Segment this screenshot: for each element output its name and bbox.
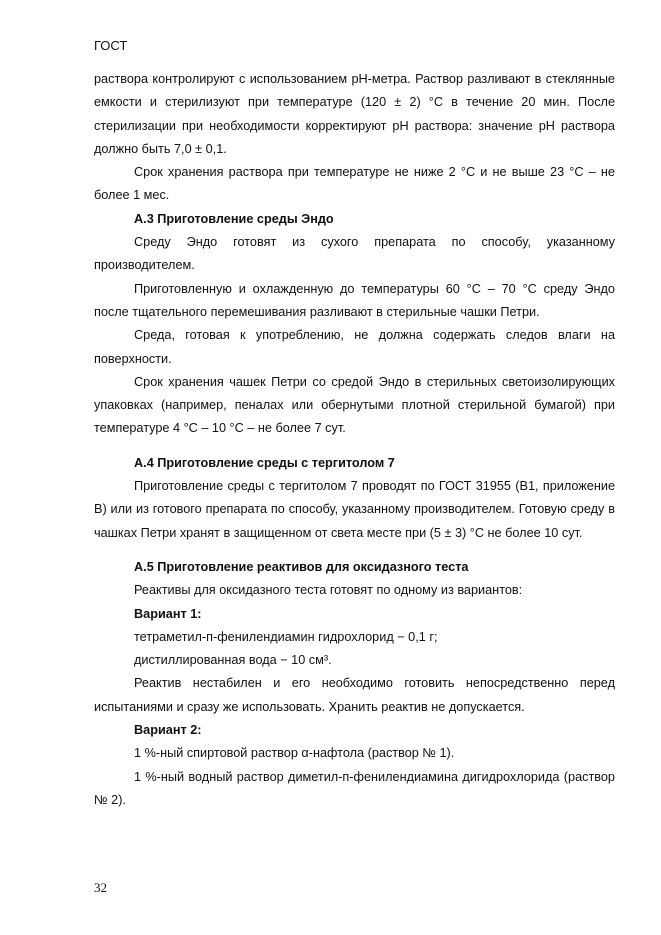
document-body: [94, 68, 615, 812]
list-item: 1 %-ный водный раствор диметил-п-фенилендиамина дигидрохлорида (раствор № 2).: [94, 769, 615, 807]
paragraph: Реактивы для оксидазного теста готовят по одному из вариантов:: [134, 583, 523, 598]
section-heading: А.3 Приготовление среды Эндо: [134, 211, 334, 226]
paragraph: Приготовленную и охлажденную до температуры 60 °С – 70 °С среду Эндо после тщательного перемешивания разливают в стерильные чашки Петри.: [94, 281, 615, 319]
paragraph: Срок хранения чашек Петри со средой Эндо в стерильных светоизолирующих упаковках (например, пеналах или обернутыми плотной стерильной бумагой) при температуре 4 °С – 10 °С – не более 7 сут.: [94, 374, 615, 436]
paragraph: Среду Эндо готовят из сухого препарата по способу, указанному производителем.: [94, 235, 615, 273]
section-heading: А.4 Приготовление среды с тергитолом 7: [134, 455, 395, 470]
paragraph: Реактив нестабилен и его необходимо готовить непосредственно перед испытаниями и сразу же использовать. Хранить реактив не допускается.: [94, 676, 615, 714]
paragraph: Срок хранения раствора при температуре не ниже 2 °С и не выше 23 °С – не более 1 мес.: [94, 165, 615, 203]
list-item: дистиллированная вода − 10 см³.: [134, 653, 332, 668]
page-number: 32: [94, 880, 107, 895]
variant-heading: Вариант 1:: [134, 606, 202, 621]
paragraph: Среда, готовая к употреблению, не должна содержать следов влаги на поверхности.: [94, 328, 615, 366]
list-item: 1 %-ный спиртовой раствор α-нафтола (раствор № 1).: [134, 746, 455, 761]
paragraph: раствора контролируют с использованием рН-метра. Раствор разливают в стеклянные емкости и стерилизуют при температуре (120 ± 2) °С в течение 20 мин. После стерилизации при необходимости корректируют рН раствора: значение рН раствора должно быть 7,0 ± 0,1.: [94, 72, 615, 156]
document-header: ГОСТ: [94, 38, 128, 53]
section-heading: А.5 Приготовление реактивов для оксидазного теста: [134, 559, 469, 574]
variant-heading: Вариант 2:: [134, 723, 202, 738]
list-item: тетраметил-п-фенилендиамин гидрохлорид − 0,1 г;: [134, 629, 438, 644]
paragraph: Приготовление среды с тергитолом 7 проводят по ГОСТ 31955 (B1, приложение В) или из готового препарата по способу, указанному производителем. Готовую среду в чашках Петри хранят в защищенном от света месте при (5 ± 3) °С не более 10 сут.: [94, 479, 615, 540]
